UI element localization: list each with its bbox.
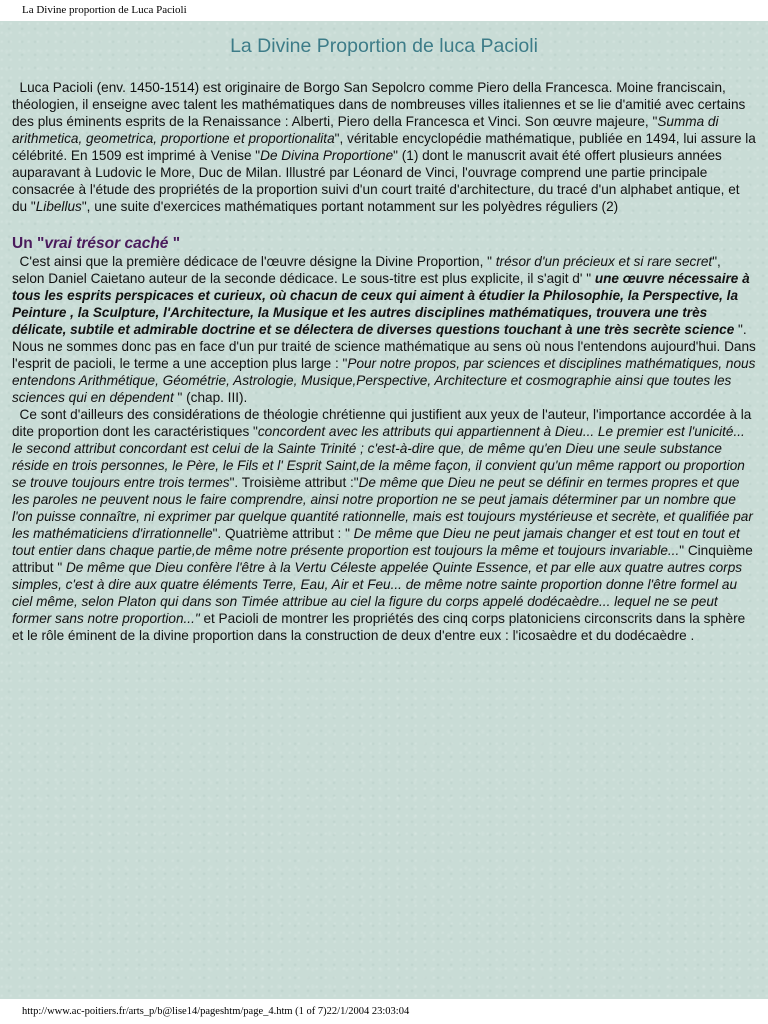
p2-quote-2: De même que Dieu ne peut se définir en termes propres et que les paroles ne peuvent nous le faire comprendre, ainsi notre proportion ne se peut jamais déterminer par un nombre que l'on puisse connaître, ni exprimer par quelque quantité rationnelle, mais est toujours mystérieuse et secrète, et qualifiée par les mathématiciens d'irrationnelle [12, 475, 753, 541]
p1-text-1: C'est ainsi que la première dédicace de l'œuvre désigne la Divine Proportion, " [12, 254, 496, 269]
summa-title: Summa di arithmetica, geometrica, proportione et proportionalita [12, 114, 719, 146]
theology-paragraph [0, 406, 768, 644]
p2-text-4: " Cinquième attribut " [12, 543, 753, 575]
p1-text-3: ". Nous ne sommes donc pas en face d'un pur traité de science mathématique au sens où nous l'entendons aujourd'hui. Dans l'esprit de pacioli, le terme a une acception plus large : " [12, 322, 756, 371]
p2-text-3: ". Quatrième attribut : " [212, 526, 354, 541]
page-content [0, 21, 768, 999]
p2-quote-3: De même que Dieu ne peut jamais changer et est tout en tout et tout entier dans chaque partie,de même notre présente proportion est toujours la même et toujours invariable... [12, 526, 740, 558]
p2-quote-1: concordent avec les attributs qui appartiennent à Dieu... Le premier est l'unicité... le second attribut concordant est celui de la Sainte Trinité ; c'est-à-dire que, de même qu'en Dieu une seule substance réside en trois personnes, le Père, le Fils et l' Esprit Saint,de la même façon, il convient qu'un même rapport ou proportion se trouve toujours entre trois termes [12, 424, 745, 490]
print-header: La Divine proportion de Luca Pacioli [0, 0, 768, 21]
p1-subtitle-quote: une œuvre nécessaire à tous les esprits perspicaces et curieux, où chacun de ceux qui aiment à étudier la Philosophie, la Perspective, la Peinture , la Sculpture, l'Architecture, la Musique et les autres disciplines mathématiques, trouvera une très délicate, subtile et admirable doctrine et se délectera de diverses questions touchant à une très secrète science [12, 271, 750, 337]
print-footer-url: http://www.ac-poitiers.fr/arts_p/b@lise14/pageshtm/page_4.htm (1 of 7)22/1/2004 23:03:04 [0, 999, 768, 1024]
section-heading-prefix: Un " [12, 235, 45, 252]
intro-text-3: " (1) dont le manuscrit avait été offert plusieurs années auparavant à Ludovic le More, Duc de Milan. Illustré par Léonard de Vinci, l'ouvrage comprend une partie principale consacrée à l'étude des propriétés de la proportion suivi d'un court traité d'architecture, du tracé d'un alphabet antique, et du " [12, 148, 740, 214]
intro-text-4: ", une suite d'exercices mathématiques portant notamment sur les polyèdres réguliers (2) [81, 199, 619, 214]
intro-text-2: ", véritable encyclopédie mathématique, publiée en 1494, lui assure la célébrité. En 1509 est imprimé à Venise " [12, 131, 756, 163]
intro-text-1: Luca Pacioli (env. 1450-1514) est originaire de Borgo San Sepolcro comme Piero della Francesca. Moine franciscain, théologien, il enseigne avec talent les mathématiques dans de nombreuses villes italiennes et se lie d'amitié avec certains des plus éminents esprits de la Renaissance : Alberti, Piero della Francesca et Vinci. Son œuvre majeure, " [12, 80, 746, 129]
divina-title: De Divina Proportione [260, 148, 394, 163]
section-heading [0, 234, 768, 253]
section-heading-suffix: " [168, 235, 181, 252]
p2-text-1: Ce sont d'ailleurs des considérations de théologie chrétienne qui justifient aux yeux de l'auteur, l'importance accordée à la dite proportion dont les caractéristiques " [12, 407, 752, 439]
section-heading-italic: vrai trésor caché [44, 235, 169, 252]
p1-text-2: ", selon Daniel Caietano auteur de la seconde dédicace. Le sous-titre est plus explicite, il s'agit d' " [12, 254, 721, 286]
p2-quote-4: De même que Dieu confère l'être à la Vertu Céleste appelée Quinte Essence, et par elle aux quatre autres corps simples, c'est à dire aux quatre éléments Terre, Eau, Air et Feu... de même notre sainte proportion donne l'être formel au ciel même, selon Platon qui dans son Timée attribue au ciel la figure du corps appelé dodécaèdre... lequel ne se peut former sans notre proportion..." [12, 560, 743, 626]
intro-paragraph [0, 79, 768, 215]
p1-quote-1: trésor d'un précieux et si rare secret [495, 254, 713, 269]
page-title: La Divine Proportion de luca Pacioli [230, 35, 538, 57]
p2-text-5: et Pacioli de montrer les propriétés des cinq corps platoniciens circonscrits dans la sphère et le rôle éminent de la divine proportion dans la construction de deux d'entre eux : l'icosaèdre et du dodécaèdre . [12, 611, 746, 643]
dedication-paragraph [0, 253, 768, 406]
p2-text-2: ". Troisième attribut :" [229, 475, 359, 490]
p1-text-4: " (chap. III). [173, 390, 248, 405]
p1-quote-2: Pour notre propos, par sciences et disciplines mathématiques, nous entendons Arithmétique, Géométrie, Astrologie, Musique,Perspective, Architecture et cosmographie ainsi que toutes les sciences qui en dépendent [12, 356, 756, 405]
libellus-title: Libellus [35, 199, 82, 214]
